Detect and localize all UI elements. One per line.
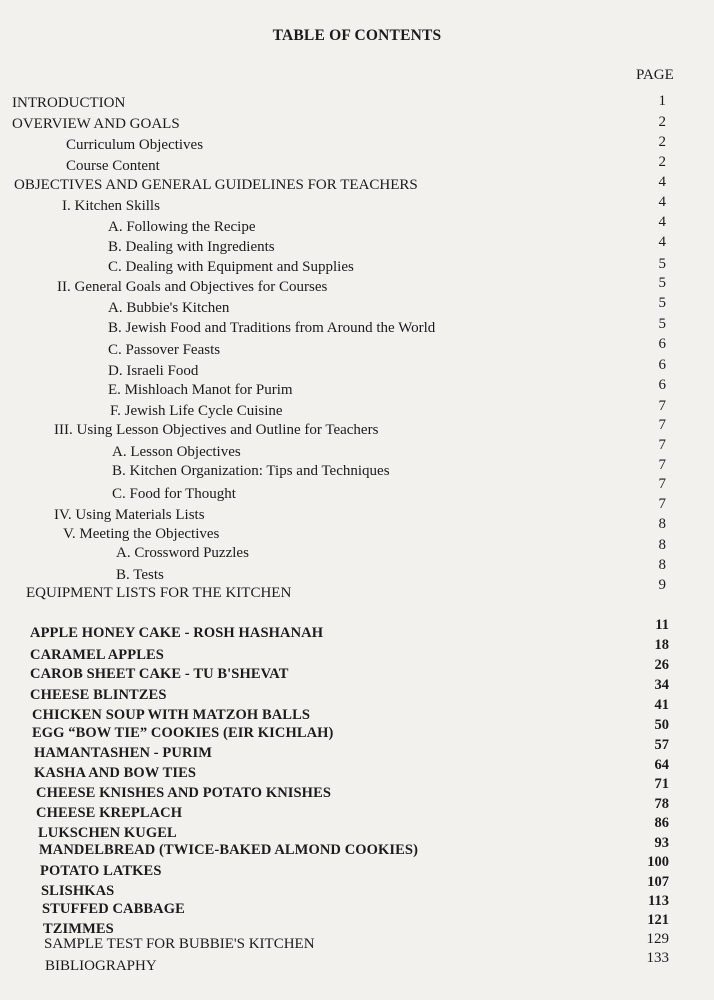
- toc-recipe-egg-bow-tie-cookies: EGG “BOW TIE” COOKIES (EIR KICHLAH): [32, 725, 334, 741]
- toc-entry-lesson-objectives-outline: III. Using Lesson Objectives and Outline for Teachers: [54, 422, 379, 438]
- toc-entry-overview: OVERVIEW AND GOALS: [12, 116, 180, 132]
- toc-entry-curriculum-objectives: Curriculum Objectives: [66, 137, 204, 153]
- page-number: 129: [646, 931, 669, 947]
- toc-entry-jewish-food-traditions: B. Jewish Food and Traditions from Around the World: [108, 320, 436, 336]
- toc-entry-materials-lists: IV. Using Materials Lists: [54, 507, 205, 523]
- toc-entry-mishloach-manot: E. Mishloach Manot for Purim: [108, 382, 293, 398]
- page-number: 78: [654, 796, 669, 812]
- toc-recipe-tzimmes: TZIMMES: [43, 921, 114, 937]
- page-number: 8: [658, 537, 666, 553]
- toc-entry-bibliography: BIBLIOGRAPHY: [45, 958, 157, 974]
- toc-entry-general-goals: II. General Goals and Objectives for Courses: [57, 279, 328, 295]
- page-number: 5: [658, 316, 666, 332]
- page-number: 8: [658, 557, 666, 573]
- page-number: 64: [654, 757, 669, 773]
- toc-entry-tests: B. Tests: [116, 567, 164, 583]
- page-number: 2: [658, 134, 666, 150]
- page-number: 7: [658, 496, 666, 512]
- page-number: 121: [647, 912, 669, 928]
- toc-recipe-knishes: CHEESE KNISHES AND POTATO KNISHES: [36, 785, 331, 801]
- toc-entry-kitchen-skills: I. Kitchen Skills: [62, 198, 160, 214]
- toc-recipe-potato-latkes: POTATO LATKES: [40, 863, 162, 879]
- toc-entry-following-recipe: A. Following the Recipe: [108, 219, 256, 235]
- page-number: 50: [654, 717, 669, 733]
- toc-recipe-cheese-blintzes: CHEESE BLINTZES: [30, 687, 167, 703]
- toc-recipe-lukschen-kugel: LUKSCHEN KUGEL: [38, 825, 177, 841]
- page-number: 71: [654, 776, 669, 792]
- page-title: TABLE OF CONTENTS: [272, 27, 442, 44]
- page-number: 7: [658, 457, 666, 473]
- toc-entry-crossword-puzzles: A. Crossword Puzzles: [116, 545, 249, 561]
- toc-recipe-cheese-kreplach: CHEESE KREPLACH: [36, 805, 183, 821]
- toc-recipe-hamantashen: HAMANTASHEN - PURIM: [34, 745, 213, 761]
- toc-entry-equipment-lists: EQUIPMENT LISTS FOR THE KITCHEN: [26, 585, 292, 601]
- toc-entry-course-content: Course Content: [66, 158, 160, 174]
- page-number: 57: [654, 737, 669, 753]
- toc-recipe-caramel-apples: CARAMEL APPLES: [30, 647, 164, 663]
- page-number: 18: [654, 637, 669, 653]
- toc-entry-sample-test: SAMPLE TEST FOR BUBBIE'S KITCHEN: [44, 936, 315, 952]
- page-number: 6: [658, 336, 666, 352]
- page-number: 34: [654, 677, 669, 693]
- page-number: 9: [658, 577, 666, 593]
- page-number: 5: [658, 256, 666, 272]
- toc-entry-life-cycle-cuisine: F. Jewish Life Cycle Cuisine: [110, 403, 283, 419]
- page-number: 7: [658, 417, 666, 433]
- toc-recipe-apple-honey-cake: APPLE HONEY CAKE - ROSH HASHANAH: [30, 625, 324, 641]
- page-number: 107: [647, 874, 669, 890]
- toc-entry-food-for-thought: C. Food for Thought: [112, 486, 236, 502]
- page-number: 2: [658, 154, 666, 170]
- page-number: 41: [654, 697, 669, 713]
- toc-entry-passover-feasts: C. Passover Feasts: [108, 342, 221, 358]
- page-number: 7: [658, 476, 666, 492]
- page-number: 26: [654, 657, 669, 673]
- page-number: 5: [658, 275, 666, 291]
- page-column-heading: PAGE: [636, 67, 674, 83]
- toc-recipe-slishkas: SLISHKAS: [41, 883, 115, 899]
- page-number: 6: [658, 377, 666, 393]
- page-number: 11: [655, 617, 669, 633]
- toc-entry-objectives-guidelines: OBJECTIVES AND GENERAL GUIDELINES FOR TEACHERS: [14, 177, 418, 193]
- toc-recipe-mandelbread: MANDELBREAD (TWICE-BAKED ALMOND COOKIES): [39, 842, 419, 858]
- toc-entry-israeli-food: D. Israeli Food: [108, 363, 199, 379]
- page-number: 100: [647, 854, 669, 870]
- toc-entry-meeting-objectives: V. Meeting the Objectives: [63, 526, 220, 542]
- toc-entry-ingredients: B. Dealing with Ingredients: [108, 239, 275, 255]
- page-number: 113: [648, 893, 669, 909]
- page-number: 86: [654, 815, 669, 831]
- toc-entry-equipment-supplies: C. Dealing with Equipment and Supplies: [108, 259, 354, 275]
- toc-entry-lesson-objectives: A. Lesson Objectives: [112, 444, 241, 460]
- page-number: 4: [658, 214, 666, 230]
- toc-recipe-stuffed-cabbage: STUFFED CABBAGE: [42, 901, 185, 917]
- page-number: 2: [658, 114, 666, 130]
- page-number: 6: [658, 357, 666, 373]
- page-number: 7: [658, 437, 666, 453]
- page-number: 4: [658, 174, 666, 190]
- toc-recipe-chicken-soup: CHICKEN SOUP WITH MATZOH BALLS: [32, 707, 311, 723]
- page-number: 93: [654, 835, 669, 851]
- page-number: 7: [658, 398, 666, 414]
- toc-entry-bubbies-kitchen: A. Bubbie's Kitchen: [108, 300, 230, 316]
- page-number: 4: [658, 234, 666, 250]
- toc-recipe-kasha-bow-ties: KASHA AND BOW TIES: [34, 765, 197, 781]
- page-number: 1: [658, 93, 666, 109]
- page-number: 8: [658, 516, 666, 532]
- toc-entry-introduction: INTRODUCTION: [12, 95, 126, 111]
- page-number: 133: [646, 950, 669, 966]
- page-number: 4: [658, 194, 666, 210]
- toc-entry-kitchen-organization: B. Kitchen Organization: Tips and Techniques: [112, 463, 390, 479]
- toc-recipe-carob-sheet-cake: CAROB SHEET CAKE - TU B'SHEVAT: [30, 666, 289, 682]
- page-number: 5: [658, 295, 666, 311]
